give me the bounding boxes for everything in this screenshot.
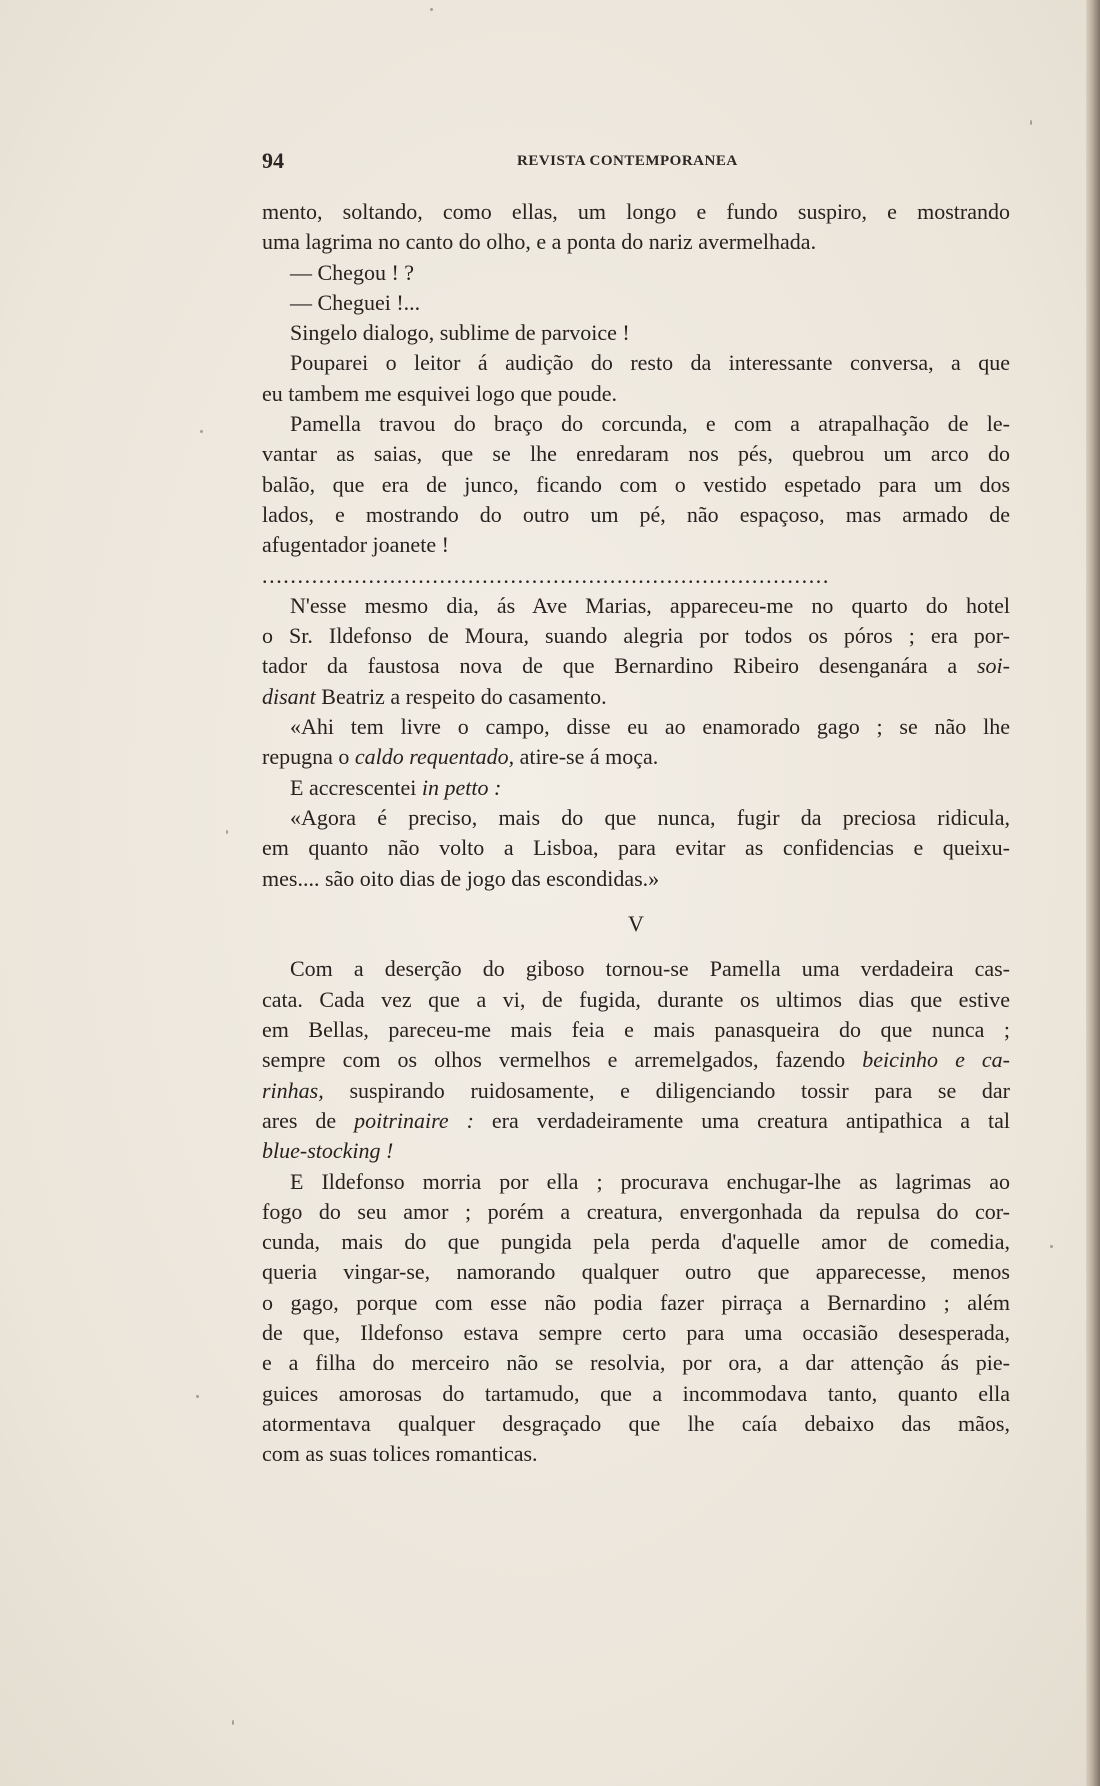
text-line: uma lagrima no canto do olho, e a ponta do nariz avermelhada. [262,229,817,255]
running-head: REVISTA CONTEMPORANEA [517,153,738,169]
text-span: atire-se á moça. [519,744,659,770]
text-line: «Agora é preciso, mais do que nunca, fugir da preciosa ridicula, [290,804,1010,830]
section-heading: V [628,910,644,936]
text-line: N'esse mesmo dia, ás Ave Marias, appareceu-me no quarto do hotel [290,592,1010,618]
italic-span: disant [262,683,316,709]
text-span: E accrescentei [290,774,417,800]
text-line: Com a deserção do giboso tornou-se Pamella uma verdadeira cas- [290,956,1010,982]
text-span: era verdadeiramente uma creatura antipathica a tal [491,1107,1010,1133]
text-line [262,651,1010,681]
dialogue-line: — Chegou ! ? [290,259,415,285]
text-line: o Sr. Ildefonso de Moura, suando alegria por todos os póros ; era por- [262,623,1010,649]
text-line: afugentador joanete ! [262,532,449,558]
text-line [262,1045,1010,1075]
text-line: em quanto não volto a Lisboa, para evitar as confidencias e queixu- [262,835,1010,861]
page-edge-shadow [1086,0,1100,1786]
text-line: em Bellas, pareceu-me mais feia e mais panasqueira do que nunca ; [262,1017,1010,1043]
text-line: mes.... são oito dias de jogo das escondidas.» [262,865,660,891]
italic-span: poitrinaire : [354,1107,474,1133]
text-line: eu tambem me esquivei logo que poude. [262,380,617,406]
page-number: 94 [262,148,284,173]
text-line: o gago, porque com esse não podia fazer pirraça a Bernardino ; além [262,1289,1010,1315]
text-line: cunda, mais do que pungida pela perda d'aquelle amor de comedia, [262,1229,1010,1255]
page-header [262,148,762,178]
text-line: Singelo dialogo, sublime de parvoice ! [290,320,630,346]
body-text [262,197,1010,1469]
text-line: vantar as saias, que se lhe enredaram nos pés, quebrou um arco do [262,441,1010,467]
text-line [262,742,1010,772]
italic-span: blue-stocking ! [262,1138,394,1164]
italic-span: rinhas, [262,1077,324,1103]
italic-span: beicinho e ca- [862,1047,1010,1073]
paper-speck [196,1395,199,1398]
paper-speck [200,430,203,433]
dialogue-line: — Cheguei !... [290,289,421,315]
text-line [262,682,1010,712]
text-line: de que, Ildefonso estava sempre certo para uma occasião desesperada, [262,1319,1010,1345]
text-span: suspirando ruidosamente, e diligenciando tossir para se dar [349,1077,1010,1103]
italic-span: caldo requentado, [354,744,515,770]
paper-speck [226,830,228,834]
text-line: Pouparei o leitor á audição do resto da interessante conversa, a que [290,350,1010,376]
italic-span: soi- [977,653,1010,679]
text-line: balão, que era de junco, ficando com o vestido espetado para um dos [262,471,1010,497]
text-line [262,773,1010,803]
text-line [262,1136,1010,1166]
paper-speck [1030,120,1032,125]
text-line: fogo do seu amor ; porém a creatura, envergonhada da repulsa do cor- [262,1198,1010,1224]
text-line: Pamella travou do braço do corcunda, e com a atrapalhação de le- [290,411,1010,437]
text-line [262,1106,1010,1136]
text-span: ares de [262,1107,337,1133]
text-span: sempre com os olhos vermelhos e arremelgados, fazendo [262,1047,846,1073]
text-line: com as suas tolices romanticas. [262,1441,538,1467]
text-line: queria vingar-se, namorando qualquer outro que apparecesse, menos [262,1259,1010,1285]
text-line: e a filha do merceiro não se resolvia, por ora, a dar attenção ás pie- [262,1350,1010,1376]
italic-span: in petto : [421,774,502,800]
text-line: E Ildefonso morria por ella ; procurava enchugar-lhe as lagrimas ao [290,1168,1010,1194]
text-span: Beatriz a respeito do casamento. [321,683,607,709]
paper-speck [430,8,433,11]
text-span: repugna o [262,744,350,770]
text-line [262,1076,1010,1106]
paper-speck [232,1720,234,1725]
text-span: tador da faustosa nova de que Bernardino Ribeiro desenganára a [262,653,958,679]
text-line: guices amorosas do tartamudo, que a incommodava tanto, quanto ella [262,1380,1010,1406]
dotted-separator: ................................................................................ [262,562,830,588]
text-line: «Ahi tem livre o campo, disse eu ao enamorado gago ; se não lhe [290,714,1010,740]
text-line: mento, soltando, como ellas, um longo e fundo suspiro, e mostrando [262,199,1010,224]
text-line: cata. Cada vez que a vi, de fugida, durante os ultimos dias que estive [262,986,1010,1012]
text-line: atormentava qualquer desgraçado que lhe caía debaixo das mãos, [262,1410,1010,1436]
paper-speck [1050,1245,1053,1248]
text-line: lados, e mostrando do outro um pé, não espaçoso, mas armado de [262,501,1010,527]
